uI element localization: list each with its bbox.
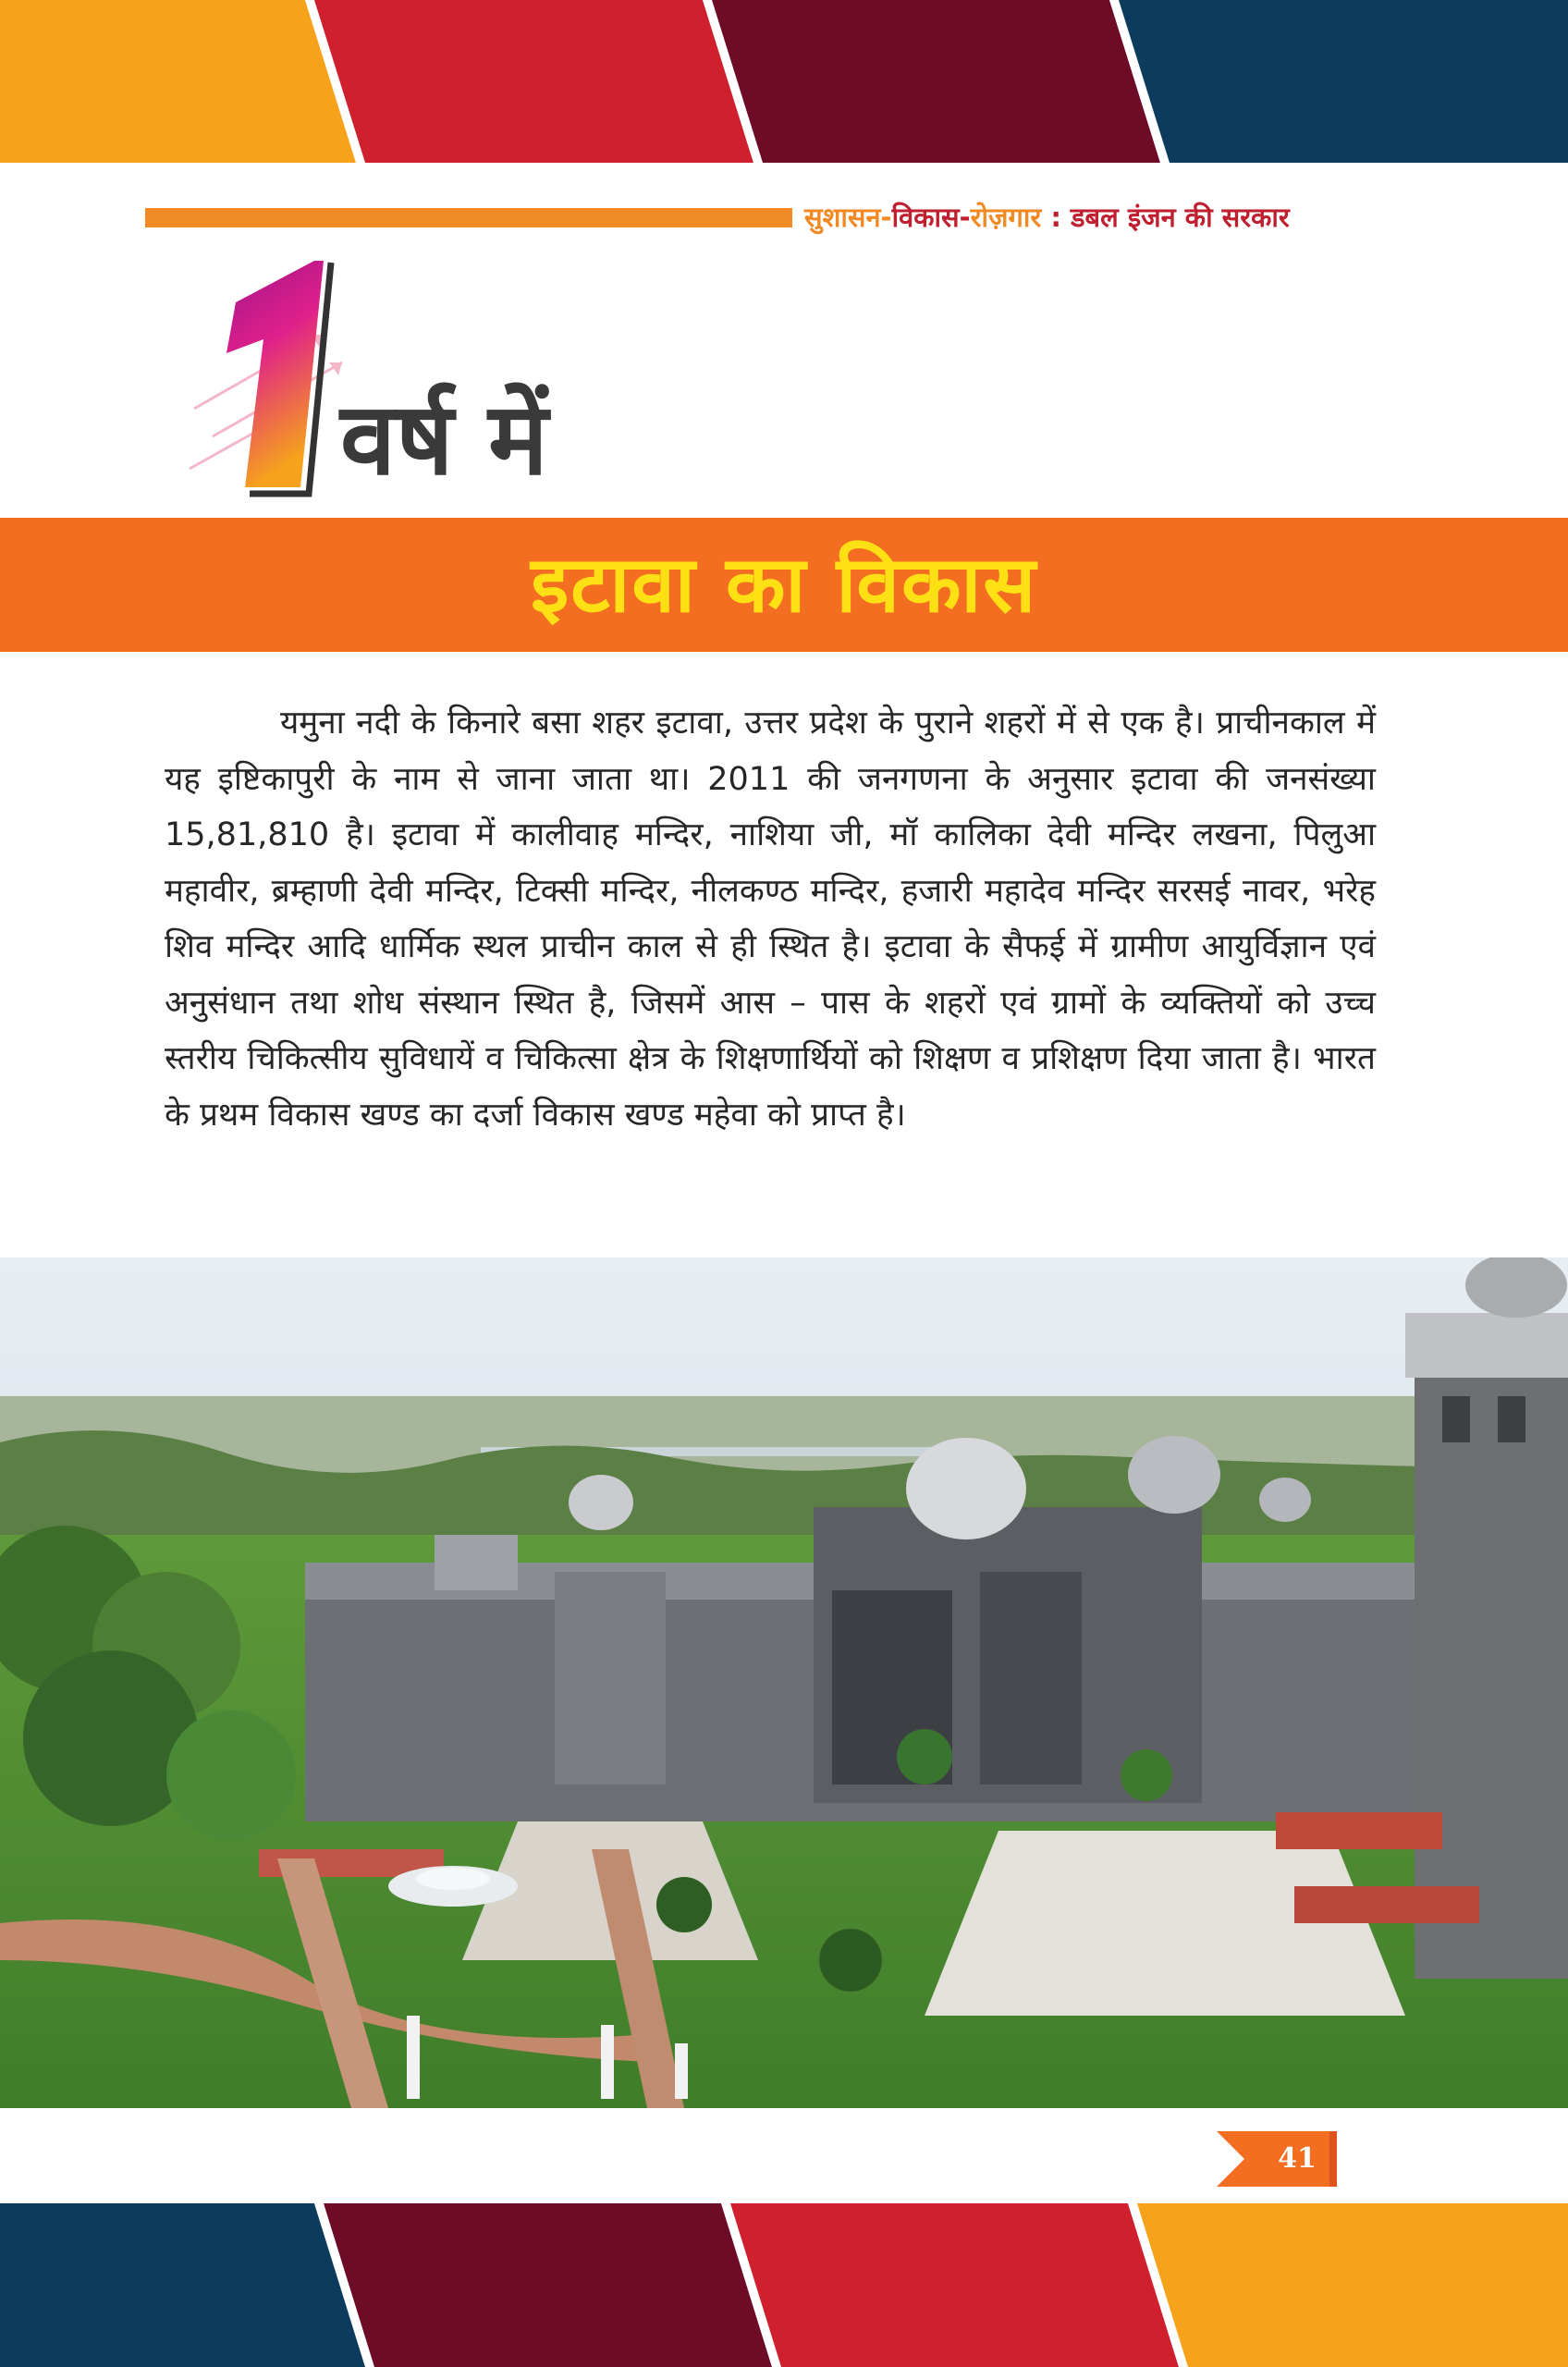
header-part-sushasan: सुशासन- [804,202,892,233]
campus-photo [0,1257,1568,2108]
header-part-rozgar: रोज़गार [970,202,1042,233]
header-part-double-engine: : डबल इंजन की सरकार [1041,202,1290,233]
year-digit: 1 [185,251,186,252]
year-one-badge-icon [185,251,351,501]
bottom-decorative-band [0,2203,1568,2367]
header-rule [145,208,792,227]
header-part-vikas: विकास- [891,202,971,233]
page-title: इटावा का विकास [530,539,1038,630]
years-heading: वर्ष में [340,381,548,497]
top-decorative-band [0,0,1568,163]
running-header [804,198,1341,237]
page-number: 41 [1278,2142,1317,2175]
title-bar [0,518,1568,652]
body-paragraph: यमुना नदी के किनारे बसा शहर इटावा, उत्तर प्रदेश के पुराने शहरों में से एक है। प्राचीनकाल में यह इष्टिकापुरी के नाम से जाना जाता था। 2011 की जनगणना के अनुसार इटावा की जनसंख्या 15,81,810 है। इटावा में कालीवाह मन्दिर, नाशिया जी, मॉ कालिका देवी मन्दिर लखना, पिलुआ महावीर, ब्रम्हाणी देवी मन्दिर, टिक्सी मन्दिर, नीलकण्ठ मन्दिर, हजारी महादेव मन्दिर सरसई नावर, भरेह शिव मन्दिर आदि धार्मिक स्थल प्राचीन काल से ही स्थित है। इटावा के सैफई में ग्रामीण आयुर्विज्ञान एवं अनुसंधान तथा शोध संस्थान स्थित है, जिसमें आस – पास के शहरों एवं ग्रामों के व्यक्तियों को उच्च स्तरीय चिकित्सीय सुविधायें व चिकित्सा क्षेत्र के शिक्षणार्थियों को शिक्षण व प्रशिक्षण दिया जाता है। भारत के प्रथम विकास खण्ड का दर्जा विकास खण्ड महेवा को प्राप्त है। [165,705,1376,1134]
